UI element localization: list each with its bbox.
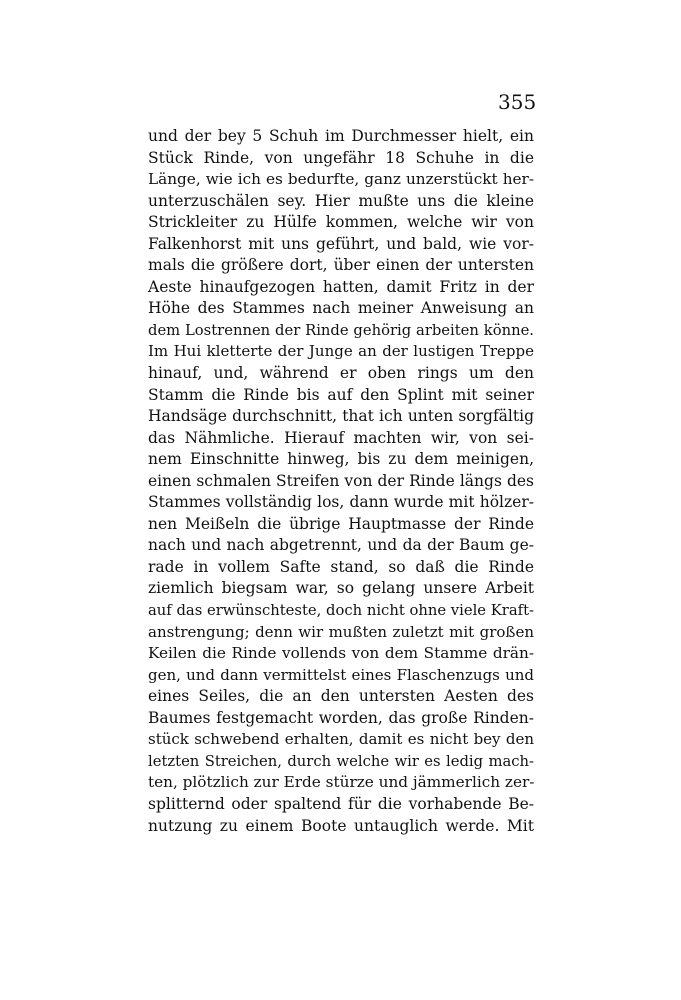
text-line: Handsäge durchschnitt, that ich unten sorgfältig <box>148 407 534 426</box>
text-line: hinauf, und, während er oben rings um den <box>148 364 534 383</box>
text-line: mals die größere dort, über einen der untersten <box>148 256 534 275</box>
text-line: eines Seiles, die an den untersten Aesten des <box>148 687 534 706</box>
text-line: nem Einschnitte hinweg, bis zu dem meinigen, <box>148 450 534 469</box>
text-line: nen Meißeln die übrige Hauptmasse der Rinde <box>148 514 534 533</box>
text-line: auf das erwünschteste, doch nicht ohne viele Kraft- <box>148 602 534 620</box>
body-text <box>148 126 534 837</box>
text-line: gen, und dann vermittelst eines Flaschenzugs und <box>148 665 534 684</box>
text-line: letzten Streichen, durch welche wir es ledig mach- <box>148 752 534 770</box>
text-line: Im Hui kletterte der Junge an der lustigen Treppe <box>148 342 534 361</box>
text-line: ziemlich biegsam war, so gelang unsere Arbeit <box>148 579 534 598</box>
page-number: 355 <box>498 90 537 114</box>
text-line: Falkenhorst mit uns geführt, und bald, wie vor- <box>148 234 534 253</box>
text-line: ten, plötzlich zur Erde stürze und jämmerlich zer- <box>148 773 535 792</box>
text-line: Keilen die Rinde vollends von dem Stamme drän- <box>148 644 534 663</box>
text-line: nach und nach abgetrennt, und da der Baum ge- <box>148 536 534 555</box>
text-line: einen schmalen Streifen von der Rinde längs des <box>148 471 534 490</box>
text-line: dem Lostrennen der Rinde gehörig arbeiten könne. <box>148 321 534 339</box>
text-line: rade in vollem Safte stand, so daß die Rinde <box>148 557 534 576</box>
text-line: das Nähmliche. Hierauf machten wir, von sei- <box>148 428 534 447</box>
text-line: Höhe des Stammes nach meiner Anweisung an <box>148 299 534 318</box>
text-line: und der bey 5 Schuh im Durchmesser hielt, ein <box>148 127 534 145</box>
text-line: Stück Rinde, von ungefähr 18 Schuhe in die <box>148 148 534 167</box>
text-line: anstrengung; denn wir mußten zuletzt mit großen <box>148 622 534 641</box>
text-line: Stammes vollständig los, dann wurde mit hölzer- <box>148 493 534 512</box>
text-line: Aeste hinaufgezogen hatten, damit Fritz in der <box>148 277 534 296</box>
text-line: Strickleiter zu Hülfe kommen, welche wir von <box>148 213 534 232</box>
text-line: Stamm die Rinde bis auf den Splint mit seiner <box>148 385 534 404</box>
text-line: splitternd oder spaltend für die vorhabende Be- <box>148 794 534 813</box>
text-line: unterzuschälen sey. Hier mußte uns die kleine <box>148 191 534 210</box>
text-line: Länge, wie ich es bedurfte, ganz unzerstückt her- <box>148 170 534 189</box>
text-line: Baumes festgemacht worden, das große Rinden- <box>148 708 534 727</box>
text-line: stück schwebend erhalten, damit es nicht bey den <box>148 730 534 749</box>
text-line: nutzung zu einem Boote untauglich werde. Mit <box>148 816 534 835</box>
